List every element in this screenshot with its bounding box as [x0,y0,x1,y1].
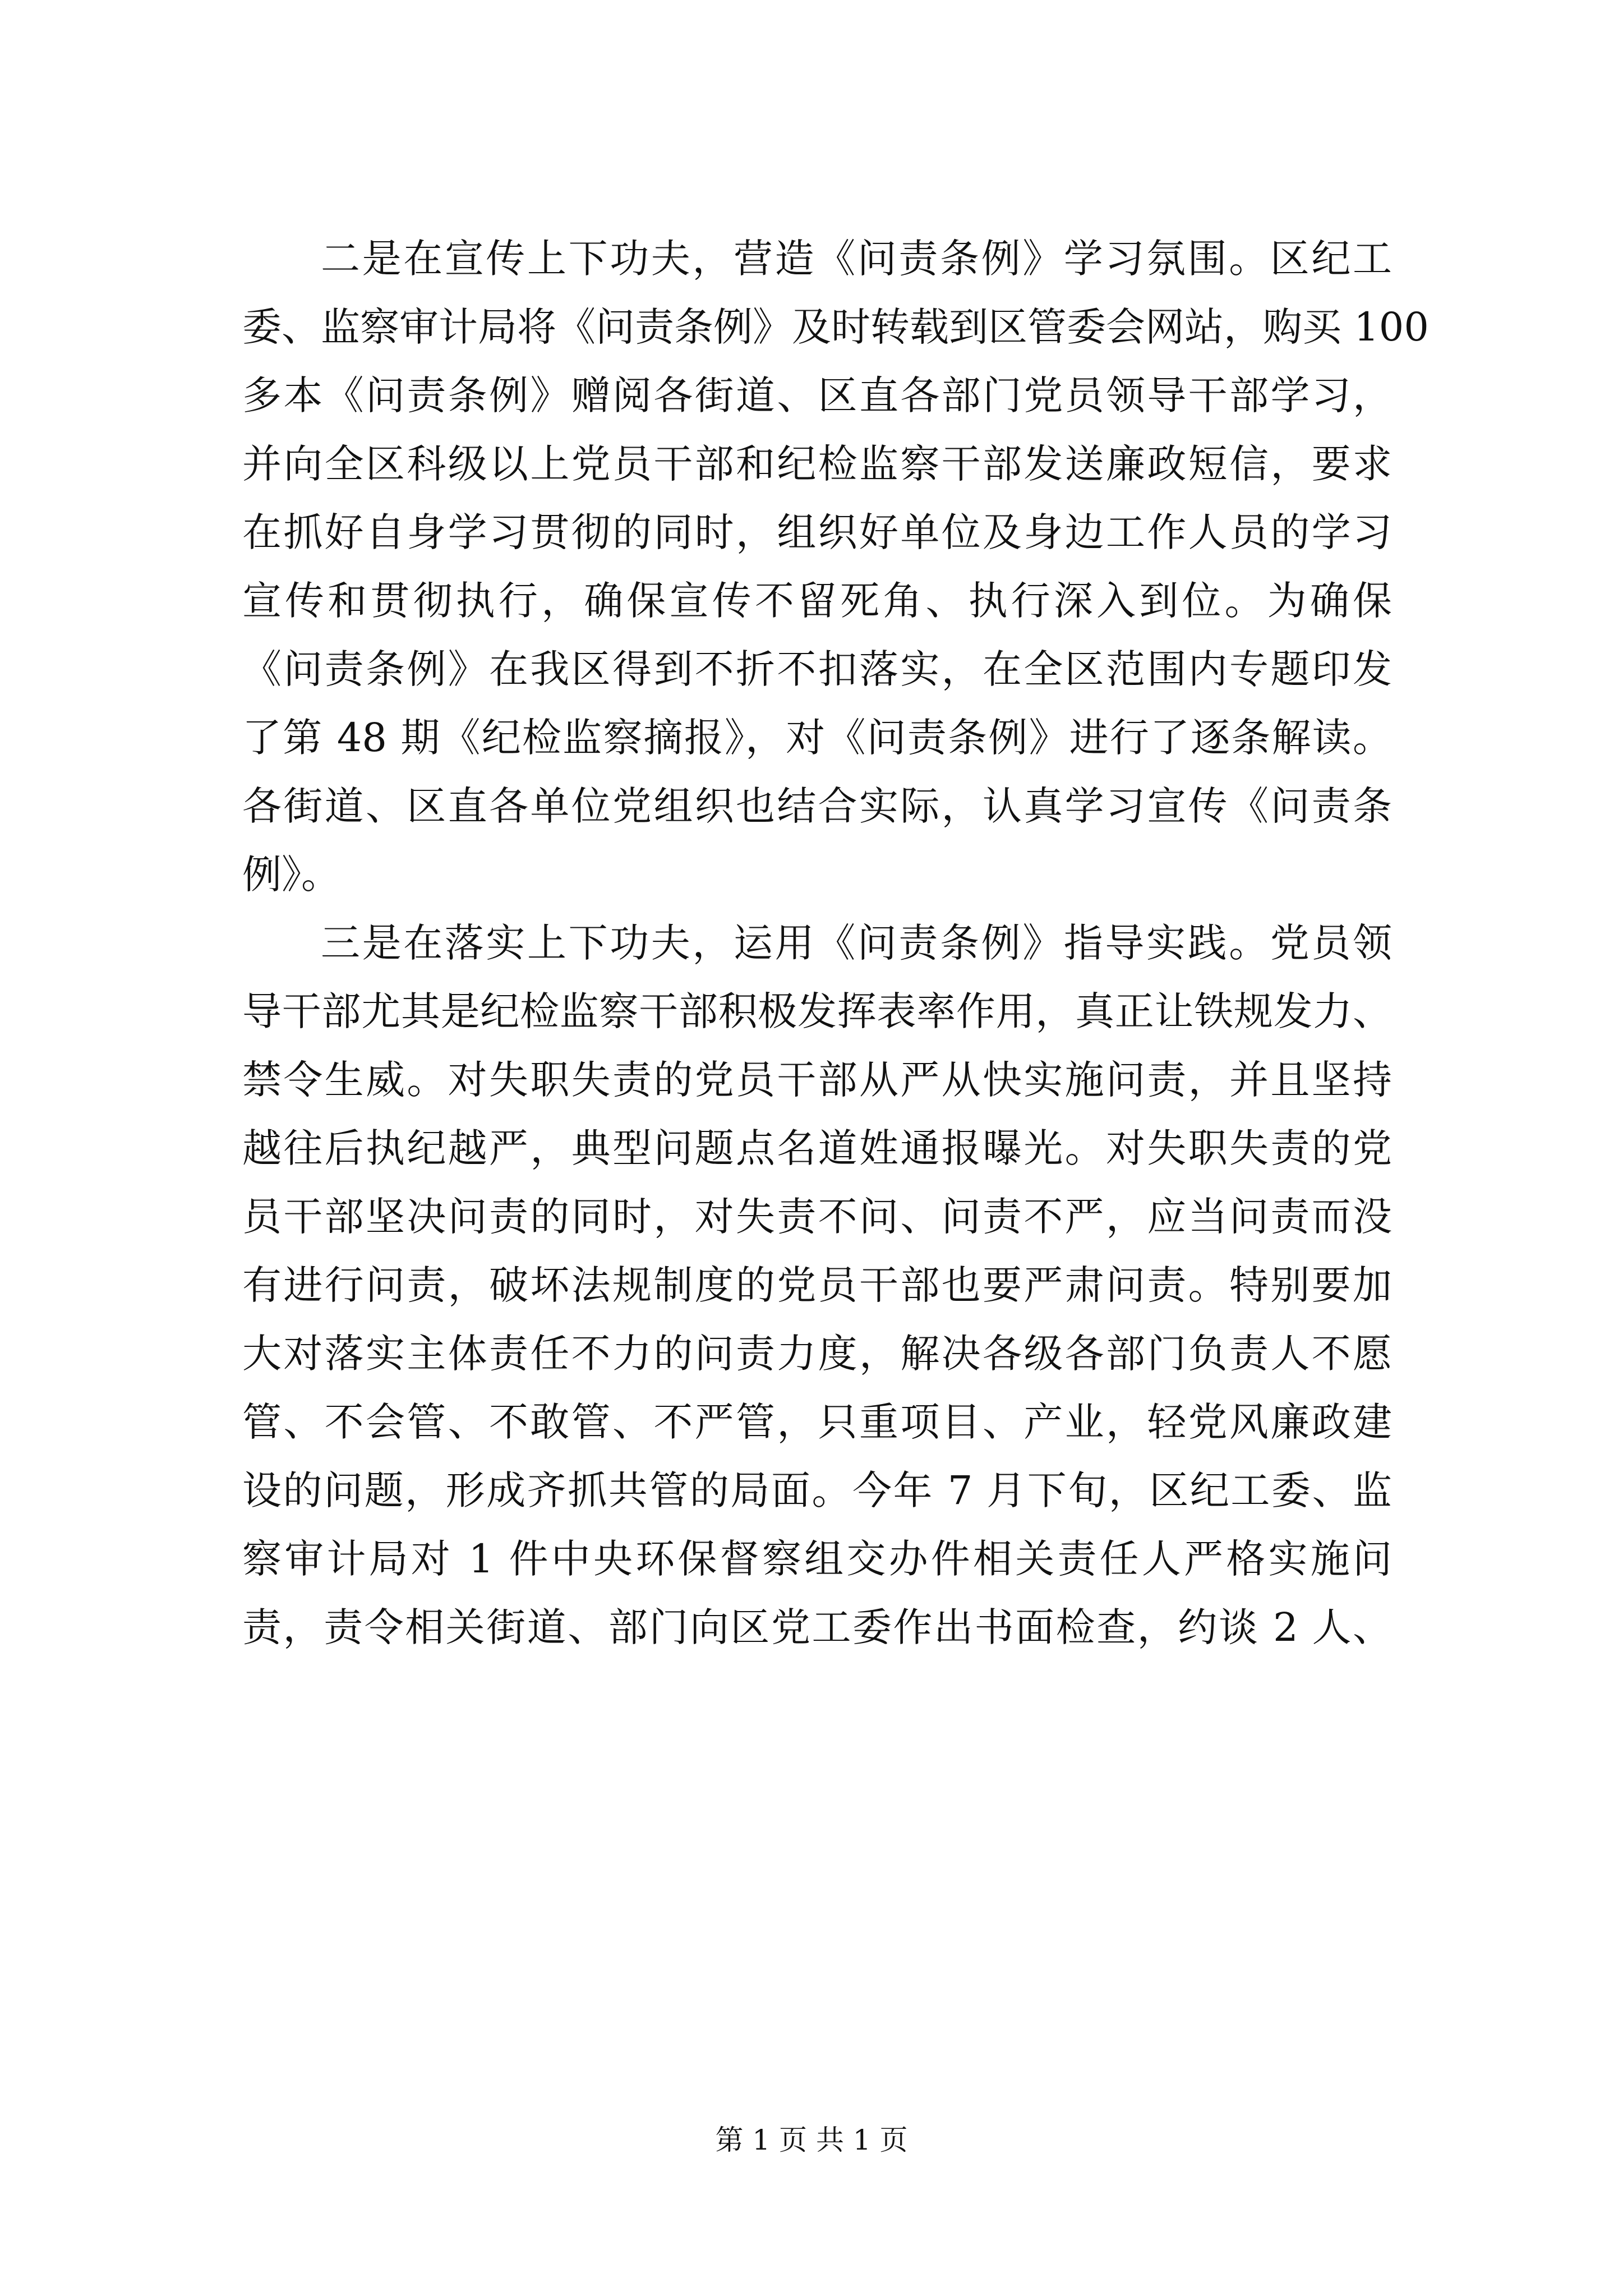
text-line: 了第 48 期《纪检监察摘报》，对《问责条例》进行了逐条解读。 [242,715,1392,761]
paragraph-implementation [242,909,1392,1662]
text-line: 责，责令相关街道、部门向区党工委作出书面检查，约谈 2 人、 [242,1604,1392,1650]
text-line: 例》。 [242,852,340,898]
text-line: 多本《问责条例》赠阅各街道、区直各部门党员领导干部学习， [242,372,1392,418]
page-number-label: 第 1 页 共 1 页 [715,2124,908,2156]
text-line: 委、监察审计局将《问责条例》及时转载到区管委会网站，购买 100 [242,304,1429,350]
text-line: 大对落实主体责任不力的问责力度，解决各级各部门负责人不愿 [242,1331,1392,1377]
paragraph-publicity [242,224,1429,909]
text-line: 并向全区科级以上党员干部和纪检监察干部发送廉政短信，要求 [242,441,1392,487]
text-line: 禁令生威。对失职失责的党员干部从严从快实施问责，并且坚持 [242,1057,1392,1103]
text-line: 各街道、区直各单位党组织也结合实际，认真学习宣传《问责条 [242,783,1392,829]
text-line: 三是在落实上下功夫，运用《问责条例》指导实践。党员领 [321,920,1392,966]
text-line: 导干部尤其是纪检监察干部积极发挥表率作用，真正让铁规发力、 [242,988,1392,1034]
text-line: 越往后执纪越严，典型问题点名道姓通报曝光。对失职失责的党 [242,1125,1392,1171]
text-line: 设的问题，形成齐抓共管的局面。今年 7 月下旬，区纪工委、监 [242,1467,1392,1513]
text-line: 员干部坚决问责的同时，对失责不问、问责不严，应当问责而没 [242,1194,1392,1240]
text-line: 察审计局对 1 件中央环保督察组交办件相关责任人严格实施问 [242,1536,1392,1582]
text-line: 在抓好自身学习贯彻的同时，组织好单位及身边工作人员的学习 [242,509,1392,555]
text-line: 管、不会管、不敢管、不严管，只重项目、产业，轻党风廉政建 [242,1399,1392,1445]
document-body [242,224,1429,1662]
text-line: 有进行问责，破坏法规制度的党员干部也要严肃问责。特别要加 [242,1262,1392,1308]
text-line: 二是在宣传上下功夫，营造《问责条例》学习氛围。区纪工 [321,236,1392,282]
page-footer [0,2120,1623,2160]
text-line: 《问责条例》在我区得到不折不扣落实，在全区范围内专题印发 [242,646,1392,692]
text-line: 宣传和贯彻执行，确保宣传不留死角、执行深入到位。为确保 [242,578,1392,624]
